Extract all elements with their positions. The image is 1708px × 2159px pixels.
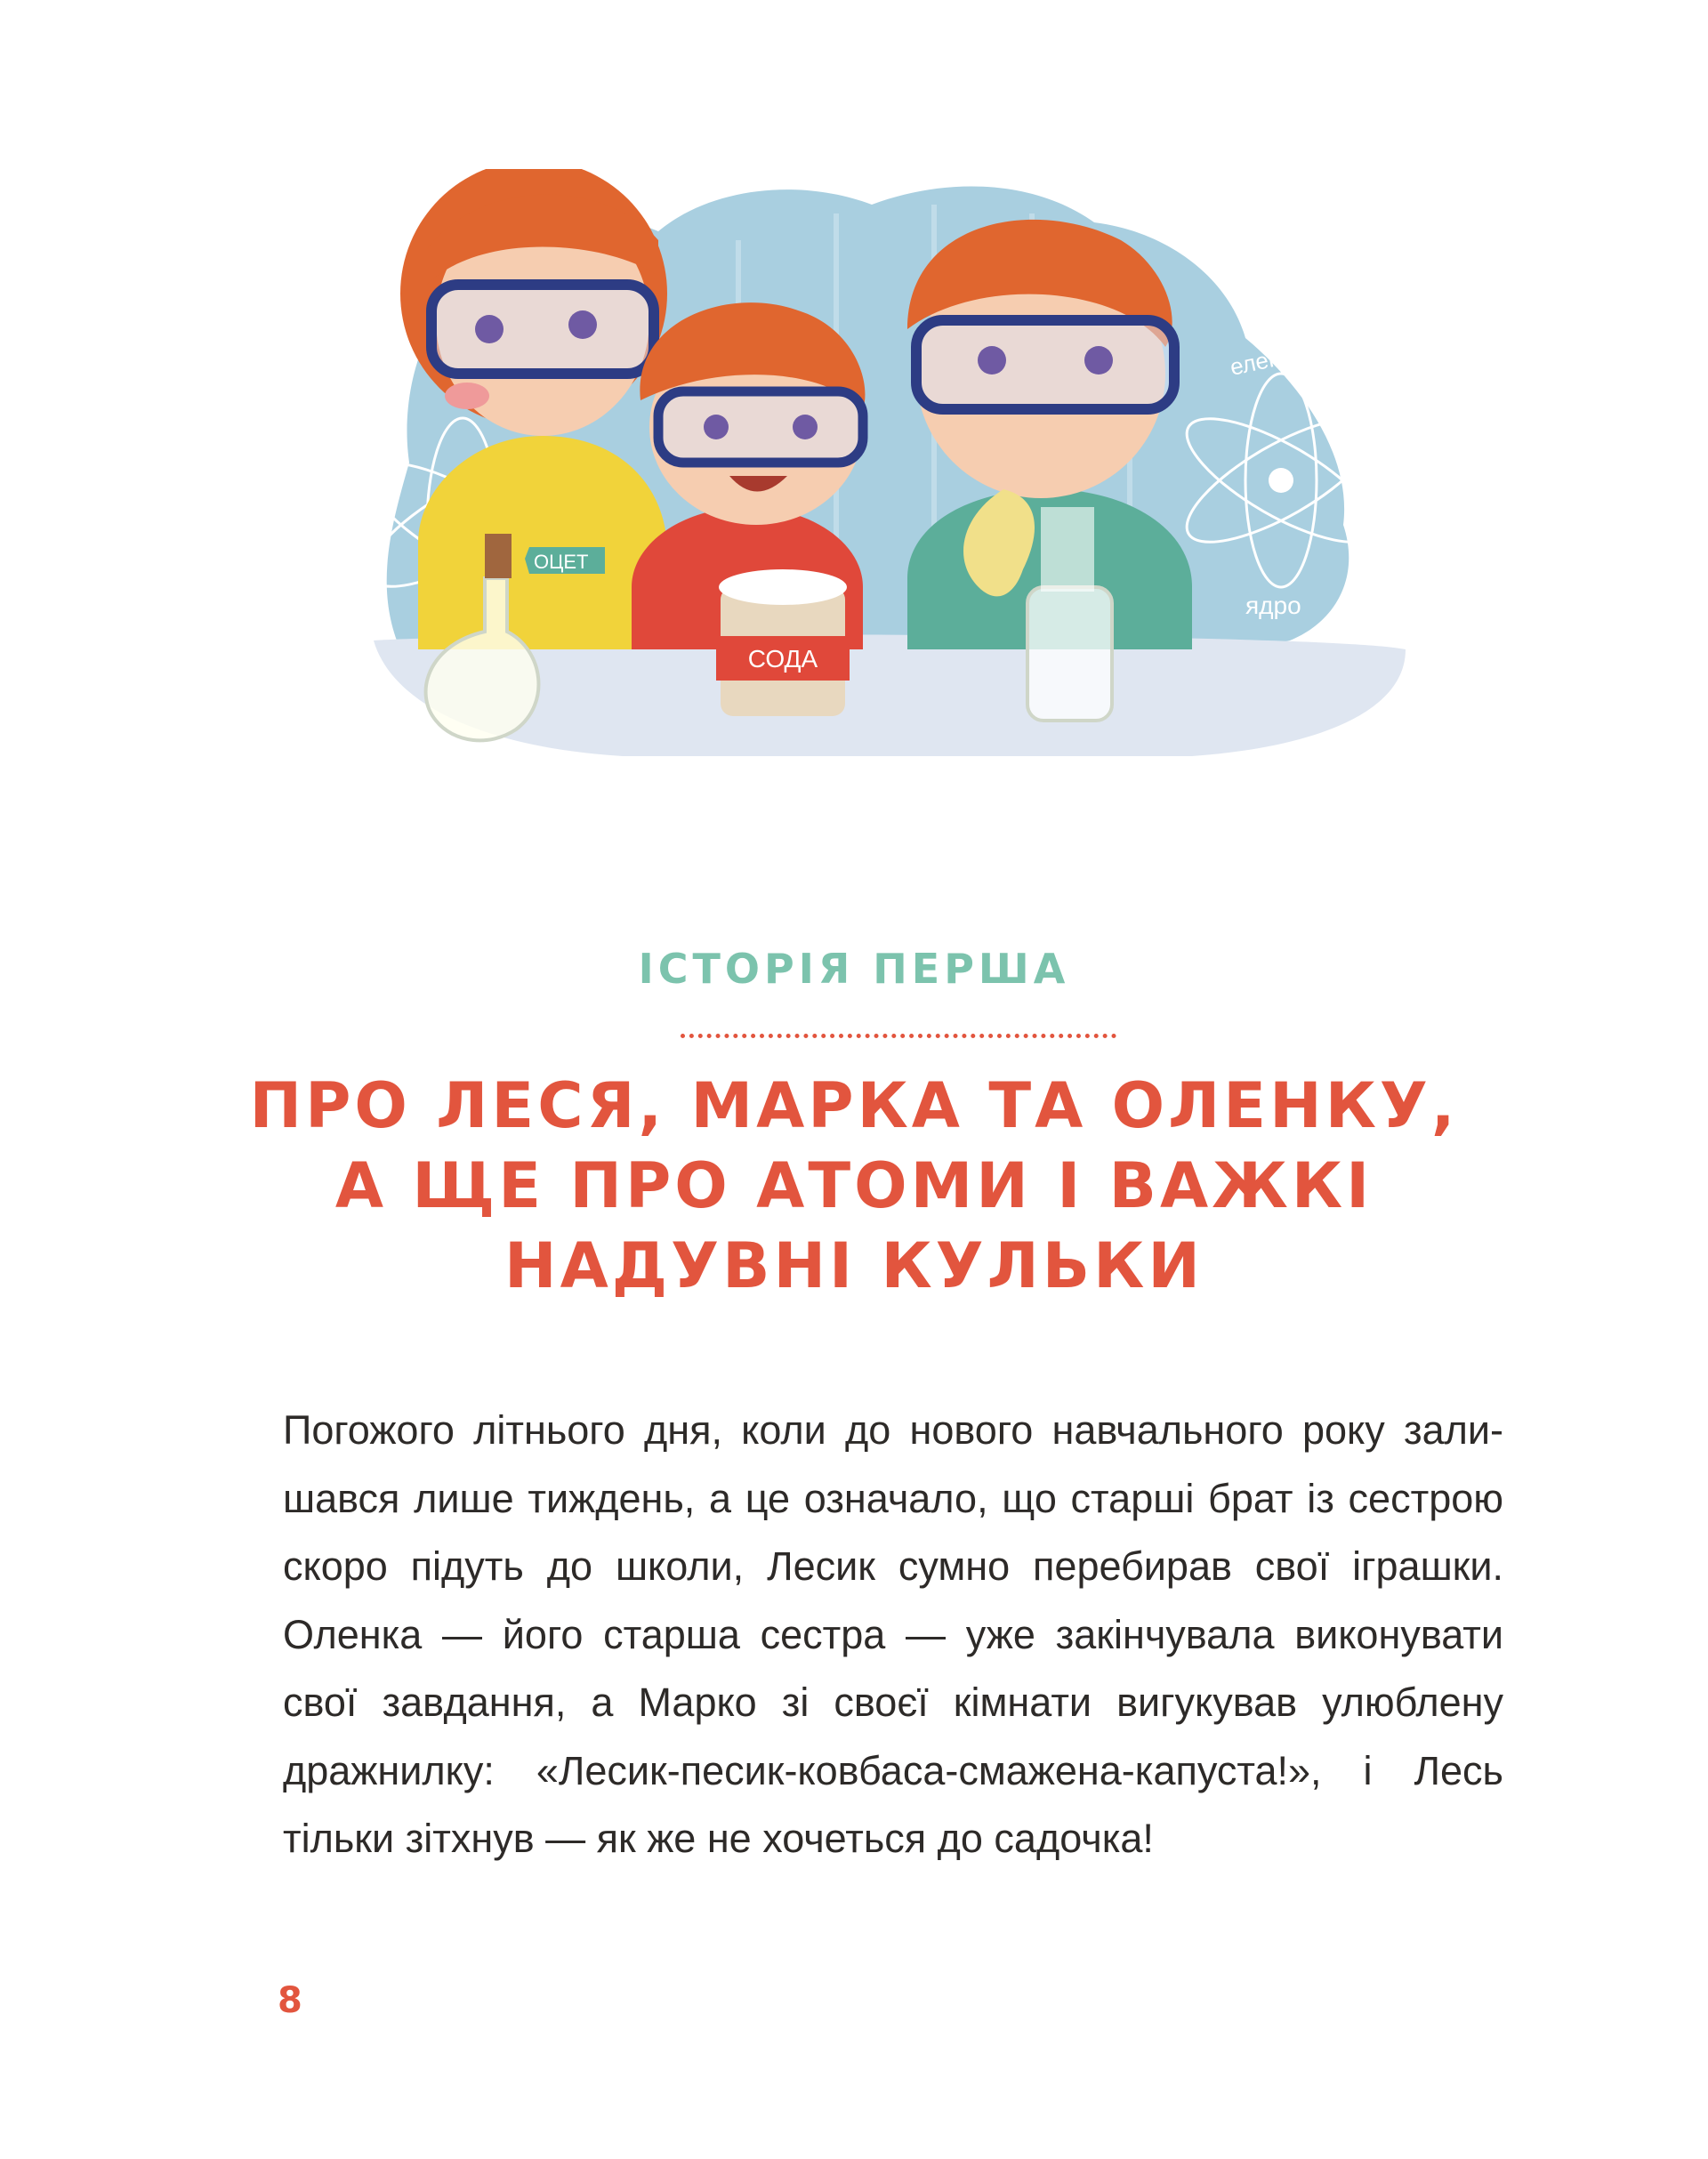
- vinegar-tag-label: ОЦЕТ: [534, 551, 589, 573]
- electron-label: електрон: [1228, 334, 1329, 381]
- title-line: А ЩЕ ПРО АТОМИ І ВАЖКІ: [334, 1149, 1374, 1222]
- dotted-divider: [681, 1034, 1116, 1038]
- paragraph-line: скоро підуть до школи, Лесик сумно перебирав свої іграшки.: [283, 1543, 1503, 1589]
- title-line: ПРО ЛЕСЯ, МАРКА ТА ОЛЕНКУ,: [249, 1069, 1459, 1142]
- chapter-label: ІСТОРІЯ ПЕРША: [638, 945, 1070, 993]
- soda-jar-label: СОДА: [747, 645, 818, 673]
- vinegar-tag: [525, 547, 605, 574]
- paragraph-line: дражнилку: «Лесик-песик-ковбаса-смажена-капуста!», і Лесь: [283, 1747, 1503, 1793]
- kids-experiment-illustration: [338, 169, 1441, 810]
- title-line: НАДУВНІ КУЛЬКИ: [504, 1229, 1204, 1302]
- page-number: 8: [278, 1980, 302, 2021]
- paragraph-line: шався лише тиждень, а це означало, що старші брат із сестрою: [283, 1475, 1503, 1521]
- nucleus-label: ядро: [1245, 592, 1301, 619]
- paragraph-line: тільки зітхнув — як же не хочеться до садочка!: [283, 1816, 1154, 1861]
- chapter-title: [231, 1066, 1477, 1306]
- paragraph-line: Погожого літнього дня, коли до нового навчального року зали-: [283, 1407, 1503, 1453]
- atom-right-nucleus: [1269, 468, 1293, 493]
- paragraph-line: свої завдання, а Марко зі своєї кімнати вигукував улюблену: [283, 1680, 1503, 1725]
- story-paragraph: [283, 1397, 1503, 1873]
- soda-jar: [716, 569, 850, 716]
- paragraph-line: Оленка — його старша сестра — уже закінчувала виконувати: [283, 1611, 1503, 1657]
- chapter-illustration: [338, 169, 1441, 810]
